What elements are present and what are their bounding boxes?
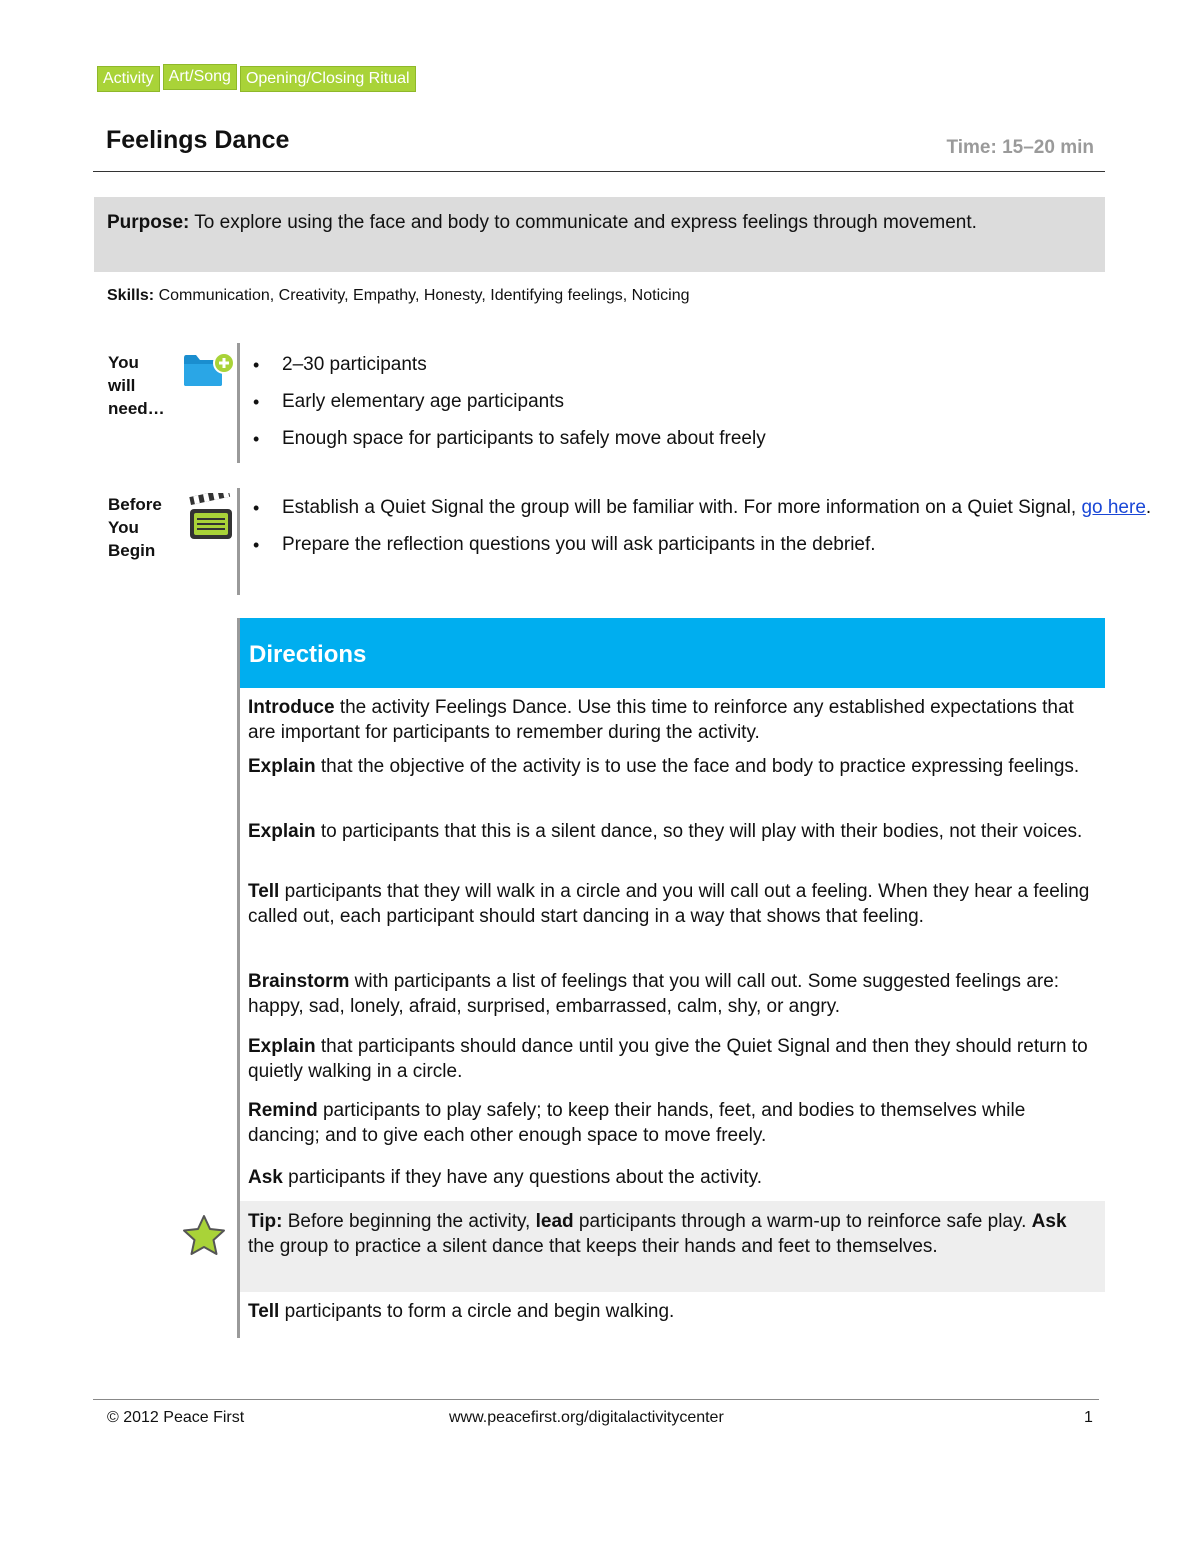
before-you-begin-label [108, 493, 162, 562]
tip-bold: Ask [1031, 1211, 1067, 1232]
list-item: • Early elementary age participants [250, 389, 766, 415]
step-verb: Remind [248, 1100, 318, 1121]
purpose-box [94, 197, 1105, 272]
prep-list [250, 495, 1151, 569]
step-verb: Ask [248, 1167, 283, 1188]
label-line: will [108, 376, 136, 395]
tip-span: Before beginning the activity, [282, 1211, 536, 1232]
step-verb: Explain [248, 1036, 316, 1057]
list-item: • 2–30 participants [250, 352, 766, 378]
you-will-need-label [108, 351, 165, 420]
directions-heading: Directions [240, 618, 1105, 688]
tip-text [248, 1209, 1098, 1259]
item-text: . [1145, 497, 1152, 518]
direction-step [248, 695, 1098, 745]
section-bar [237, 343, 240, 463]
tip-span: the group to practice a silent dance that keeps their hands and feet to themselves. [248, 1236, 938, 1257]
purpose-label: Purpose: [107, 212, 190, 233]
step-text: that participants should dance until you give the Quiet Signal and then they should return to quietly walking in a circle. [248, 1036, 1088, 1082]
step-verb: Tell [248, 881, 280, 902]
label-line: Before [108, 495, 162, 514]
direction-step [248, 879, 1098, 929]
tag-opening-closing-ritual[interactable]: Opening/Closing Ritual [240, 66, 416, 92]
label-line: need… [108, 399, 165, 418]
page-number: 1 [1084, 1409, 1093, 1426]
title-divider [93, 171, 1105, 172]
direction-step [248, 1098, 1098, 1148]
category-tags [97, 66, 416, 92]
step-verb: Explain [248, 821, 316, 842]
label-line: You [108, 518, 139, 537]
step-text: participants to play safely; to keep their hands, feet, and bodies to themselves while dancing; and to give each other enough space to move freely. [248, 1100, 1026, 1146]
tip-label: Tip: [248, 1211, 283, 1232]
section-bar [237, 488, 240, 595]
direction-step [248, 1165, 1098, 1190]
list-item: • Prepare the reflection questions you will ask participants in the debrief. [250, 532, 1151, 558]
footer-url[interactable]: www.peacefirst.org/digitalactivitycenter [449, 1409, 724, 1426]
list-item: • Enough space for participants to safely move about freely [250, 426, 766, 452]
folder-add-icon [182, 350, 236, 393]
clapperboard-icon [187, 493, 235, 548]
tag-activity[interactable]: Activity [97, 66, 160, 92]
footer-divider [93, 1399, 1099, 1400]
direction-step [248, 1299, 1098, 1324]
time-estimate: Time: 15–20 min [946, 137, 1094, 158]
skills-label: Skills: [107, 287, 155, 304]
step-text: participants if they have any questions about the activity. [282, 1167, 763, 1188]
direction-step [248, 969, 1098, 1019]
step-verb: Tell [248, 1301, 280, 1322]
step-text: participants to form a circle and begin walking. [279, 1301, 675, 1322]
step-text: participants that they will walk in a circle and you will call out a feeling. When they hear a feeling called out, each participant should start dancing in a way that shows that feeling. [248, 881, 1090, 927]
item-text: Establish a Quiet Signal the group will be familiar with. For more information on a Quiet Signal, [282, 497, 1082, 518]
direction-step [248, 754, 1098, 779]
label-line: Begin [108, 541, 156, 560]
direction-step [248, 1034, 1098, 1084]
page-title: Feelings Dance [106, 126, 290, 154]
step-verb: Brainstorm [248, 971, 350, 992]
purpose-text: To explore using the face and body to communicate and express feelings through movement. [189, 212, 977, 233]
needs-list [250, 352, 766, 463]
list-item [250, 495, 1151, 521]
footer-copyright: © 2012 Peace First [107, 1409, 245, 1426]
step-text: with participants a list of feelings that you will call out. Some suggested feelings are: happy, sad, lonely, afraid, surprised, embarrassed, calm, shy, or angry. [248, 971, 1060, 1017]
label-line: You [108, 353, 139, 372]
tag-art-song[interactable]: Art/Song [163, 64, 237, 90]
go-here-link[interactable]: go here [1081, 497, 1146, 518]
step-verb: Introduce [248, 697, 335, 718]
step-text: the activity Feelings Dance. Use this time to reinforce any established expectations that are important for participants to remember during the activity. [248, 697, 1074, 743]
tip-bold: lead [535, 1211, 574, 1232]
skills-line [107, 287, 689, 305]
skills-text: Communication, Creativity, Empathy, Honesty, Identifying feelings, Noticing [154, 287, 690, 304]
step-verb: Explain [248, 756, 316, 777]
step-text: to participants that this is a silent dance, so they will play with their bodies, not their voices. [315, 821, 1083, 842]
direction-step [248, 819, 1098, 844]
tip-span: participants through a warm-up to reinforce safe play. [573, 1211, 1032, 1232]
star-icon [180, 1213, 228, 1264]
step-text: that the objective of the activity is to use the face and body to practice expressing feelings. [315, 756, 1080, 777]
